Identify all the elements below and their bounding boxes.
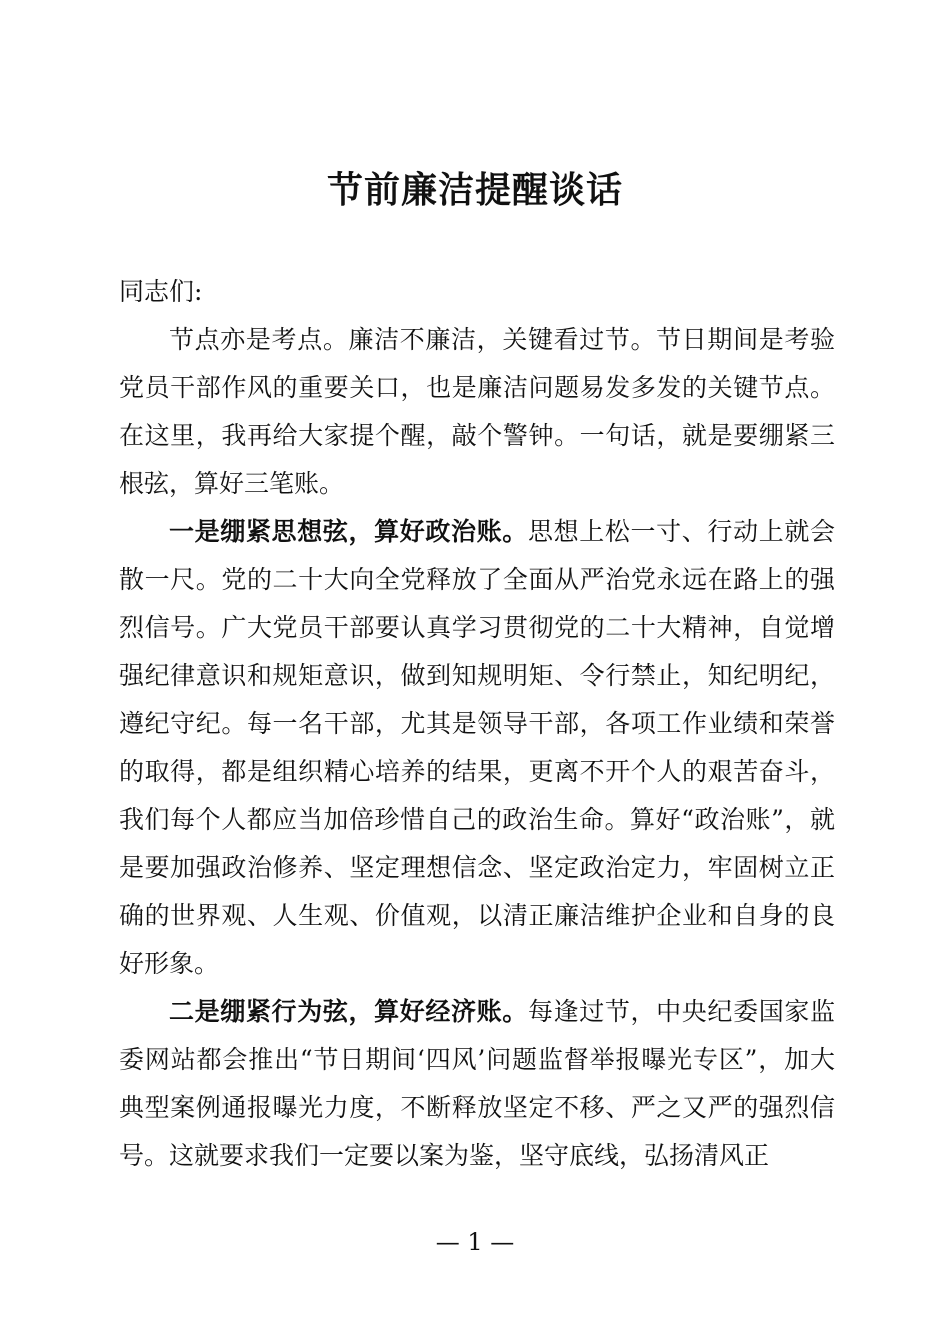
paragraph-intro bbox=[119, 316, 835, 508]
document-body bbox=[119, 268, 835, 1180]
paragraph-economic-lead: 二是绷紧行为弦，算好经济账。 bbox=[169, 997, 528, 1026]
salutation: 同志们: bbox=[119, 277, 203, 306]
paragraph-economic-text: 每逢过节，中央纪委国家监委网站都会推出“节日期间‘四风’问题监督举报曝光专区”，加大典型案例通报曝光力度，不断释放坚定不移、严之又严的强烈信号。这就要求我们一定要以案为鉴，坚守底线，弘扬清风正 bbox=[119, 997, 835, 1170]
paragraph-economic bbox=[119, 988, 835, 1180]
paragraph-intro-text: 节点亦是考点。廉洁不廉洁，关键看过节。节日期间是考验党员干部作风的重要关口，也是廉洁问题易发多发的关键节点。在这里，我再给大家提个醒，敲个警钟。一句话，就是要绷紧三根弦，算好三笔账。 bbox=[119, 325, 835, 498]
document-title: 节前廉洁提醒谈话 bbox=[326, 169, 623, 211]
page-number: — 1 — bbox=[435, 1228, 515, 1256]
paragraph-political bbox=[119, 508, 835, 988]
paragraph-political-text: 思想上松一寸、行动上就会散一尺。党的二十大向全党释放了全面从严治党永远在路上的强烈信号。广大党员干部要认真学习贯彻党的二十大精神，自觉增强纪律意识和规矩意识，做到知规明矩、令行禁止，知纪明纪，遵纪守纪。每一名干部，尤其是领导干部，各项工作业绩和荣誉的取得，都是组织精心培养的结果，更离不开个人的艰苦奋斗，我们每个人都应当加倍珍惜自己的政治生命。算好“政治账”，就是要加强政治修养、坚定理想信念、坚定政治定力，牢固树立正确的世界观、人生观、价值观，以清正廉洁维护企业和自身的良好形象。 bbox=[119, 517, 835, 978]
paragraph-political-lead: 一是绷紧思想弦，算好政治账。 bbox=[169, 517, 528, 546]
